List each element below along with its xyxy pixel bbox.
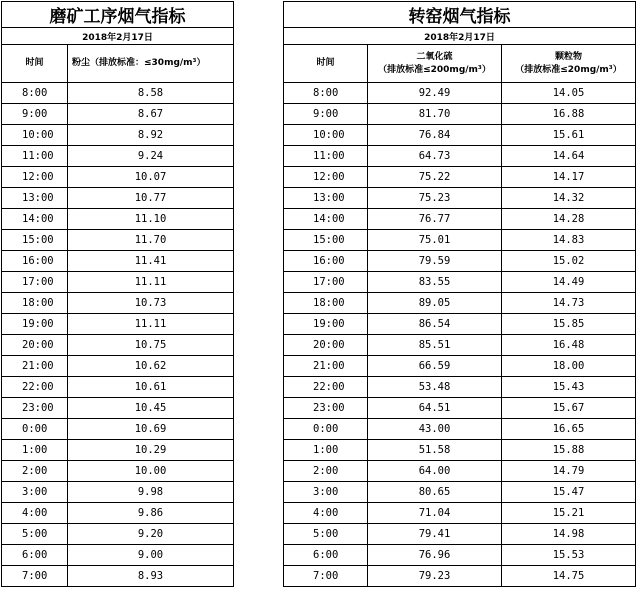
table-row	[2, 524, 234, 545]
table-row	[284, 503, 636, 524]
pm-value-cell: 15.02	[502, 251, 636, 272]
dust-value-cell: 11.10	[68, 209, 234, 230]
table-row	[2, 482, 234, 503]
dust-value-cell: 9.20	[68, 524, 234, 545]
so2-value-cell: 76.77	[368, 209, 502, 230]
so2-value-cell: 79.59	[368, 251, 502, 272]
pm-value-cell: 15.61	[502, 125, 636, 146]
time-cell: 0:00	[284, 419, 368, 440]
table-row	[284, 167, 636, 188]
time-cell: 22:00	[2, 377, 68, 398]
time-cell: 19:00	[284, 314, 368, 335]
table-row	[284, 398, 636, 419]
time-cell: 3:00	[2, 482, 68, 503]
table-row	[2, 314, 234, 335]
so2-column-header	[368, 45, 502, 83]
time-cell: 15:00	[284, 230, 368, 251]
table-row	[2, 461, 234, 482]
time-cell: 19:00	[2, 314, 68, 335]
pm-value-cell: 14.73	[502, 293, 636, 314]
date-row	[284, 28, 636, 45]
table-row	[2, 230, 234, 251]
time-cell: 9:00	[2, 104, 68, 125]
so2-value-cell: 86.54	[368, 314, 502, 335]
dust-value-cell: 9.24	[68, 146, 234, 167]
time-cell: 17:00	[2, 272, 68, 293]
pm-value-cell: 15.67	[502, 398, 636, 419]
table-row	[284, 377, 636, 398]
so2-value-cell: 83.55	[368, 272, 502, 293]
pm-value-cell: 14.64	[502, 146, 636, 167]
table-row	[2, 503, 234, 524]
table-row	[284, 83, 636, 104]
so2-value-cell: 71.04	[368, 503, 502, 524]
time-cell: 8:00	[2, 83, 68, 104]
grinding-table-title: 磨矿工序烟气指标	[2, 2, 234, 28]
time-cell: 6:00	[284, 545, 368, 566]
pm-value-cell: 14.75	[502, 566, 636, 587]
time-cell: 2:00	[284, 461, 368, 482]
dust-value-cell: 9.86	[68, 503, 234, 524]
pm-value-cell: 14.49	[502, 272, 636, 293]
time-cell: 4:00	[284, 503, 368, 524]
pm-value-cell: 15.47	[502, 482, 636, 503]
table-row	[284, 230, 636, 251]
table-row	[2, 146, 234, 167]
dust-value-cell: 11.11	[68, 314, 234, 335]
time-cell: 20:00	[284, 335, 368, 356]
table-row	[284, 314, 636, 335]
pm-value-cell: 14.32	[502, 188, 636, 209]
dust-value-cell: 10.75	[68, 335, 234, 356]
pm-value-cell: 16.48	[502, 335, 636, 356]
time-cell: 17:00	[284, 272, 368, 293]
so2-header-name: 二氧化硫	[416, 51, 453, 62]
time-cell: 4:00	[2, 503, 68, 524]
dust-value-cell: 10.77	[68, 188, 234, 209]
dust-value-cell: 8.58	[68, 83, 234, 104]
time-cell: 2:00	[2, 461, 68, 482]
table-title-row	[2, 2, 234, 28]
pm-value-cell: 16.88	[502, 104, 636, 125]
time-cell: 7:00	[284, 566, 368, 587]
so2-value-cell: 76.84	[368, 125, 502, 146]
pm-value-cell: 14.79	[502, 461, 636, 482]
time-cell: 0:00	[2, 419, 68, 440]
so2-value-cell: 85.51	[368, 335, 502, 356]
dust-value-cell: 10.45	[68, 398, 234, 419]
dust-value-cell: 11.41	[68, 251, 234, 272]
table-row	[2, 545, 234, 566]
time-cell: 21:00	[284, 356, 368, 377]
pm-value-cell: 14.05	[502, 83, 636, 104]
so2-value-cell: 64.73	[368, 146, 502, 167]
table-title-row	[284, 2, 636, 28]
table-row	[284, 104, 636, 125]
dust-value-cell: 10.69	[68, 419, 234, 440]
table-row	[284, 356, 636, 377]
so2-value-cell: 89.05	[368, 293, 502, 314]
kiln-table-date: 2018年2月17日	[284, 28, 636, 45]
table-row	[284, 251, 636, 272]
table-row	[2, 251, 234, 272]
table-row	[2, 377, 234, 398]
dust-value-cell: 10.62	[68, 356, 234, 377]
table-row	[2, 272, 234, 293]
time-cell: 18:00	[284, 293, 368, 314]
time-cell: 20:00	[2, 335, 68, 356]
time-cell: 18:00	[2, 293, 68, 314]
pm-header-standard: （排放标准≤20mg/m³）	[515, 64, 622, 75]
table-row	[2, 83, 234, 104]
table-row	[2, 104, 234, 125]
table-row	[2, 398, 234, 419]
pm-value-cell: 15.21	[502, 503, 636, 524]
dust-value-cell: 8.67	[68, 104, 234, 125]
so2-value-cell: 92.49	[368, 83, 502, 104]
time-cell: 15:00	[2, 230, 68, 251]
time-cell: 7:00	[2, 566, 68, 587]
table-row	[2, 209, 234, 230]
time-cell: 3:00	[284, 482, 368, 503]
time-cell: 1:00	[2, 440, 68, 461]
pm-value-cell: 15.85	[502, 314, 636, 335]
table-row	[2, 293, 234, 314]
time-column-header: 时间	[2, 45, 68, 83]
time-cell: 10:00	[2, 125, 68, 146]
dust-value-cell: 10.61	[68, 377, 234, 398]
time-cell: 23:00	[2, 398, 68, 419]
time-cell: 16:00	[2, 251, 68, 272]
pm-value-cell: 14.98	[502, 524, 636, 545]
so2-value-cell: 81.70	[368, 104, 502, 125]
time-cell: 6:00	[2, 545, 68, 566]
kiln-table-title: 转窑烟气指标	[284, 2, 636, 28]
table-row	[284, 566, 636, 587]
dust-value-cell: 10.00	[68, 461, 234, 482]
time-cell: 12:00	[2, 167, 68, 188]
header-row	[284, 45, 636, 83]
table-row	[284, 482, 636, 503]
table-row	[284, 293, 636, 314]
grinding-flue-gas-table	[1, 1, 234, 587]
grinding-table-date: 2018年2月17日	[2, 28, 234, 45]
dust-value-cell: 8.92	[68, 125, 234, 146]
time-cell: 13:00	[2, 188, 68, 209]
dust-value-cell: 10.29	[68, 440, 234, 461]
dust-column-header: 粉尘（排放标准：≤30mg/m³）	[68, 45, 234, 83]
so2-value-cell: 76.96	[368, 545, 502, 566]
table-row	[284, 209, 636, 230]
table-row	[284, 125, 636, 146]
table-row	[2, 440, 234, 461]
table-row	[2, 125, 234, 146]
table-row	[284, 272, 636, 293]
table-row	[2, 419, 234, 440]
time-cell: 9:00	[284, 104, 368, 125]
date-row	[2, 28, 234, 45]
pm-value-cell: 18.00	[502, 356, 636, 377]
pm-value-cell: 15.88	[502, 440, 636, 461]
so2-value-cell: 53.48	[368, 377, 502, 398]
dust-value-cell: 8.93	[68, 566, 234, 587]
so2-value-cell: 75.22	[368, 167, 502, 188]
time-cell: 23:00	[284, 398, 368, 419]
pm-value-cell: 14.28	[502, 209, 636, 230]
pm-column-header	[502, 45, 636, 83]
time-cell: 14:00	[284, 209, 368, 230]
so2-value-cell: 79.41	[368, 524, 502, 545]
dust-value-cell: 9.00	[68, 545, 234, 566]
so2-value-cell: 64.00	[368, 461, 502, 482]
so2-value-cell: 80.65	[368, 482, 502, 503]
time-cell: 5:00	[284, 524, 368, 545]
table-row	[2, 566, 234, 587]
time-cell: 12:00	[284, 167, 368, 188]
so2-header-standard: （排放标准≤200mg/m³）	[378, 64, 491, 75]
table-row	[284, 440, 636, 461]
time-cell: 8:00	[284, 83, 368, 104]
time-cell: 21:00	[2, 356, 68, 377]
time-cell: 5:00	[2, 524, 68, 545]
dust-value-cell: 10.07	[68, 167, 234, 188]
table-row	[2, 167, 234, 188]
dust-value-cell: 11.70	[68, 230, 234, 251]
pm-value-cell: 15.53	[502, 545, 636, 566]
table-row	[284, 545, 636, 566]
time-column-header: 时间	[284, 45, 368, 83]
time-cell: 14:00	[2, 209, 68, 230]
so2-value-cell: 43.00	[368, 419, 502, 440]
table-row	[2, 356, 234, 377]
so2-value-cell: 75.23	[368, 188, 502, 209]
so2-value-cell: 66.59	[368, 356, 502, 377]
time-cell: 22:00	[284, 377, 368, 398]
time-cell: 11:00	[284, 146, 368, 167]
table-row	[284, 524, 636, 545]
table-row	[2, 335, 234, 356]
table-row	[284, 335, 636, 356]
pm-value-cell: 14.83	[502, 230, 636, 251]
pm-value-cell: 14.17	[502, 167, 636, 188]
so2-value-cell: 64.51	[368, 398, 502, 419]
header-row	[2, 45, 234, 83]
dust-value-cell: 9.98	[68, 482, 234, 503]
pm-value-cell: 15.43	[502, 377, 636, 398]
table-row	[2, 188, 234, 209]
pm-header-name: 颗粒物	[555, 51, 583, 62]
so2-value-cell: 51.58	[368, 440, 502, 461]
table-row	[284, 419, 636, 440]
time-cell: 16:00	[284, 251, 368, 272]
time-cell: 10:00	[284, 125, 368, 146]
dust-value-cell: 10.73	[68, 293, 234, 314]
dust-value-cell: 11.11	[68, 272, 234, 293]
so2-value-cell: 79.23	[368, 566, 502, 587]
time-cell: 11:00	[2, 146, 68, 167]
time-cell: 13:00	[284, 188, 368, 209]
pm-value-cell: 16.65	[502, 419, 636, 440]
table-row	[284, 188, 636, 209]
table-row	[284, 146, 636, 167]
so2-value-cell: 75.01	[368, 230, 502, 251]
table-row	[284, 461, 636, 482]
time-cell: 1:00	[284, 440, 368, 461]
kiln-flue-gas-table	[283, 1, 636, 587]
